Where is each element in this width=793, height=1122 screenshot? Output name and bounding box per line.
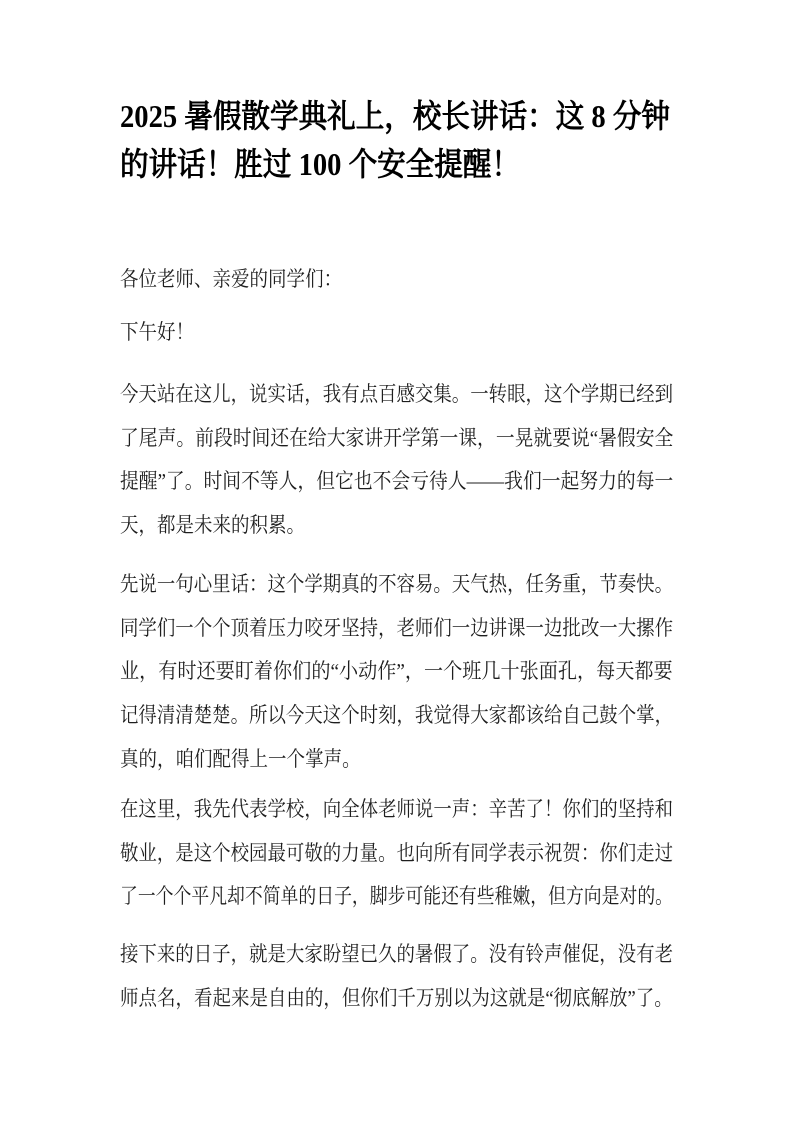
text-line: 业，有时还要盯着你们的“小动作”，一个班几十张面孔，每天都要 <box>120 659 673 684</box>
text-line: 师点名，看起来是自由的，但你们千万别以为这就是“彻底解放”了。 <box>120 985 673 1010</box>
text-line: 记得清清楚楚。所以今天这个时刻，我觉得大家都该给自己鼓个掌， <box>120 703 673 728</box>
text-line: 接下来的日子，就是大家盼望已久的暑假了。没有铃声催促，没有老 <box>120 942 673 966</box>
text-line: 提醒”了。时间不等人，但它也不会亏待人——我们一起努力的每一 <box>120 469 674 494</box>
title-line-2: 的讲话！胜过 100 个安全提醒！ <box>120 146 521 182</box>
paragraph-body-4 <box>120 933 673 1020</box>
text-line: 今天站在这儿，说实话，我有点百感交集。一转眼，这个学期已经到 <box>120 382 673 406</box>
text-line: 真的，咱们配得上一个掌声。 <box>120 746 361 771</box>
text-line: 先说一句心里话：这个学期真的不容易。天气热，任务重，节奏快。 <box>120 572 673 596</box>
paragraph-body-1 <box>120 373 673 548</box>
text-line: 各位老师、亲爱的同学们： <box>120 267 343 291</box>
paragraph-greeting <box>120 311 673 355</box>
paragraph-salutation <box>120 258 673 302</box>
text-line: 在这里，我先代表学校，向全体老师说一声：辛苦了！你们的坚持和 <box>120 797 673 821</box>
text-line: 同学们一个个顶着压力咬牙坚持，老师们一边讲课一边批改一大摞作 <box>120 615 673 640</box>
text-line: 了尾声。前段时间还在给大家讲开学第一课，一晃就要说“暑假安全 <box>120 425 674 450</box>
text-line: 下午好！ <box>120 320 195 344</box>
text-line: 天，都是未来的积累。 <box>120 513 306 538</box>
title-line-1: 2025 暑假散学典礼上，校长讲话：这 8 分钟 <box>120 98 671 134</box>
paragraph-body-2 <box>120 563 673 782</box>
paragraph-body-3 <box>120 788 673 919</box>
document-title <box>120 92 680 188</box>
text-line: 敬业，是这个校园最可敬的力量。也向所有同学表示祝贺：你们走过 <box>120 840 673 865</box>
text-line: 了一个个平凡却不简单的日子，脚步可能还有些稚嫩，但方向是对的。 <box>120 884 673 909</box>
